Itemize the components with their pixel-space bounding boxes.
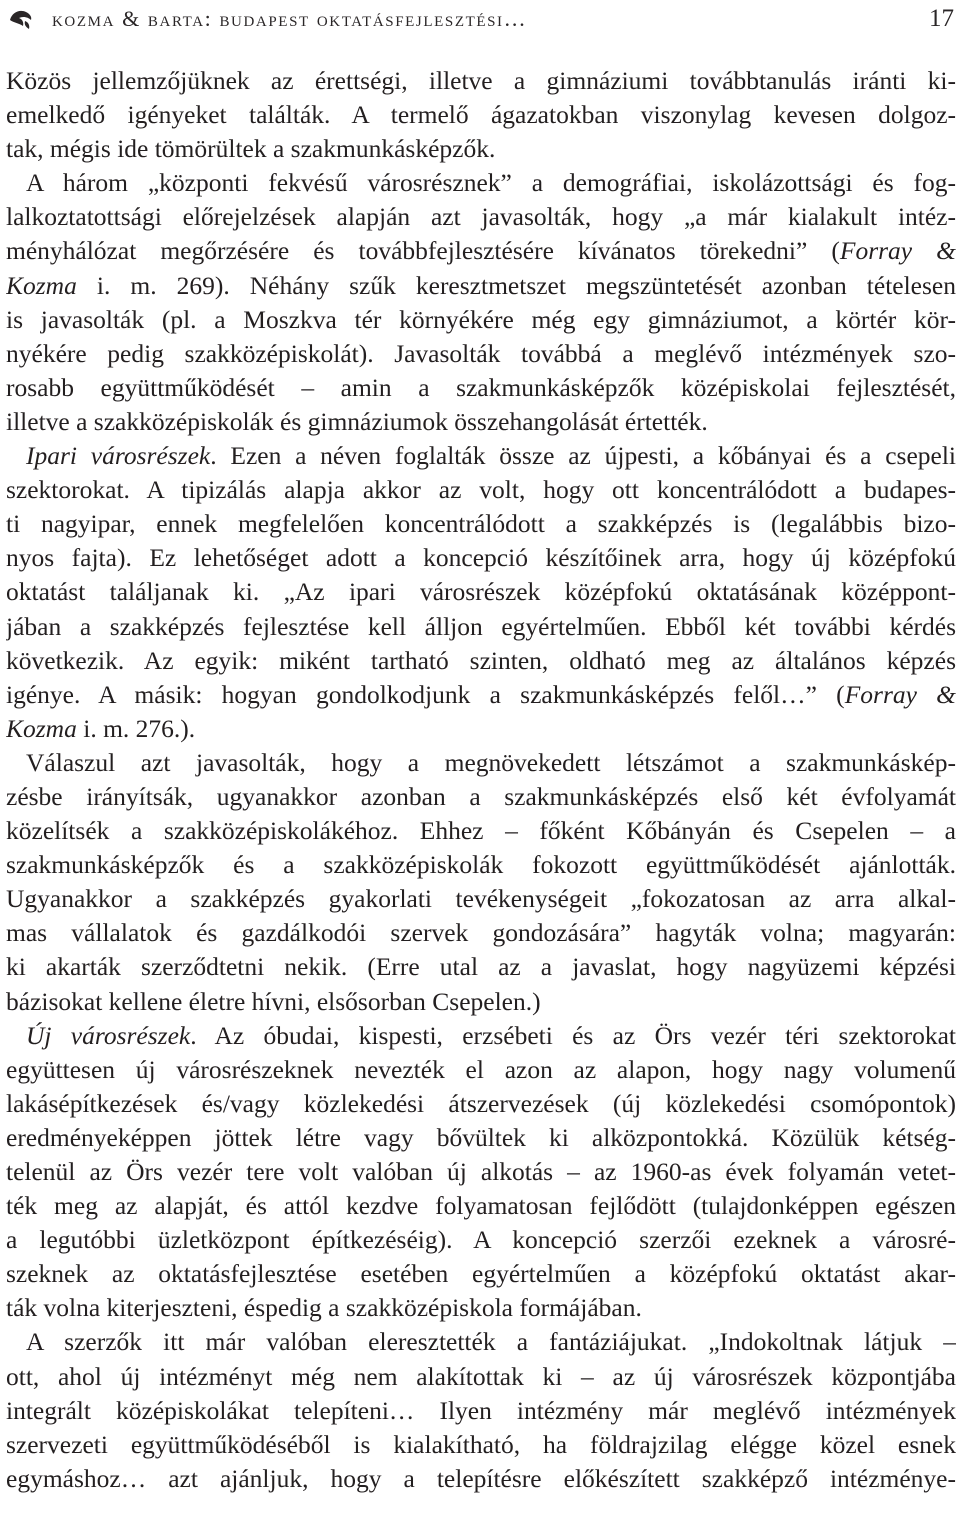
text-line (6, 610, 956, 644)
text-segment: Közös jellemzőjüknek az érettségi, illetve a gimnáziumi továbbtanulás iránti ki- (6, 66, 956, 95)
text-segment: nyékére pedig szakközépiskolát). Javasolták továbbá a meglévő intézmények szo- (6, 338, 956, 368)
text-segment: Válaszul azt javasolták, hogy a megnövekedett létszámot a szakmunkáskép- (26, 747, 956, 777)
text-segment: szakmunkásképzők és a szakközépiskolák fokozott együttműködését ajánlották. (6, 850, 956, 880)
text-segment: egymáshoz… azt ajánljuk, hogy a telepítésre előkészített szakképző intézménye- (6, 1463, 956, 1493)
text-line (6, 1223, 956, 1257)
text-line (6, 575, 956, 609)
italic-segment: Forray & (844, 679, 956, 709)
text-segment: emelkedő igényeket találták. A termelő ágazatokban viszonylag kevesen dolgoz- (6, 100, 956, 130)
text-segment: eredményeképpen jöttek létre vagy bővültek ki alközpontokká. Közülük kétség- (6, 1122, 956, 1152)
text-line (6, 64, 956, 98)
text-line (6, 473, 956, 507)
text-segment: Ugyanakkor a szakképzés gyakorlati tevékenységeit „fokozatosan az arra alkal- (6, 884, 956, 914)
text-segment: is javasolták (pl. a Moszkva tér környékére még egy gimnáziumot, a körtér kör- (6, 304, 956, 334)
text-segment: együttesen új városrészeknek nevezték el azon az alapon, hogy nagy volumenű (6, 1054, 956, 1084)
running-head-title: kozma & barta: budapest oktatásfejlesztési… (52, 6, 528, 31)
text-line (6, 1394, 956, 1428)
text-segment: következik. Az egyik: miként tartható szinten, oldható meg az általános képzés (6, 645, 956, 675)
text-segment: zésbe irányítsák, ugyanakkor azonban a szakmunkásképzés első két évfolyamát (6, 781, 956, 811)
text-line (6, 166, 956, 200)
text-line (6, 371, 956, 405)
text-line (6, 98, 956, 132)
text-line (6, 132, 956, 166)
text-line (6, 1462, 956, 1496)
text-line (6, 746, 956, 780)
text-segment: integrált középiskolákat telepíteni… Ilyen intézmény már meglévő intézmények (6, 1395, 956, 1425)
text-line (6, 1257, 956, 1291)
italic-segment: Forray & (839, 236, 956, 266)
text-segment: oktatást találjanak ki. „Az ipari városrészek középfokú oktatásának középpont- (6, 577, 956, 607)
text-line (6, 234, 956, 268)
text-segment: ki akarták szerződtetni nekik. (Erre utal az a javaslat, hogy nagyüzemi képzési (6, 952, 956, 982)
text-line (6, 405, 956, 439)
text-segment: lakásépítkezések és/vagy közlekedési átszervezések (új közlekedési csomópontok) (6, 1088, 956, 1118)
running-head (8, 4, 954, 34)
italic-segment: Ipari városrészek (26, 441, 211, 471)
text-line (6, 916, 956, 950)
text-segment: jában a szakképzés fejlesztése kell álljon egyértelműen. Ebből két további kérdés (6, 611, 956, 641)
text-segment: . Ezen a néven foglalták össze az újpesti, a kőbányai és a csepeli (210, 441, 956, 471)
italic-segment: Kozma (6, 270, 77, 300)
text-segment: rosabb együttműködését – amin a szakmunkásképzők középiskolai fejlesztését, (6, 372, 956, 402)
text-line (6, 644, 956, 678)
body-text (6, 64, 956, 1496)
text-segment: közelítsék a szakközépiskolákéhoz. Ehhez – főként Kőbányán és Csepelen – a (6, 816, 956, 846)
text-line (6, 882, 956, 916)
text-line (6, 1291, 956, 1325)
text-line (6, 303, 956, 337)
text-segment: i. m. 276.). (76, 713, 196, 743)
text-segment: A három „központi fekvésű városrésznek” a demográfiai, iskolázottsági és fog- (26, 168, 956, 198)
text-segment: ményhálózat megőrzésére és továbbfejlesztésére kívánatos törekedni” ( (6, 236, 840, 266)
text-segment: ott, ahol új intézményt még nem alakítottak ki – az új városrészek központjába (6, 1361, 956, 1391)
text-line (6, 507, 956, 541)
text-segment: bázisokat kellene életre hívni, elsősorban Csepelen.) (6, 986, 541, 1016)
text-segment: ták volna kiterjeszteni, éspedig a szakközépiskola formájában. (6, 1293, 642, 1323)
text-segment: a legutóbbi üzletközpont építkezéséig). A koncepció szerzői ezeknek a városré- (6, 1225, 956, 1255)
text-line (6, 439, 956, 473)
text-line (6, 1155, 956, 1189)
text-line (6, 985, 956, 1019)
text-segment: szektorokat. A tipizálás alapja akkor az volt, hogy ott koncentrálódott a budapes- (6, 475, 956, 505)
text-segment: igénye. A másik: hogyan gondolkodjunk a szakmunkásképzés felől…” ( (6, 679, 845, 709)
text-line (6, 1087, 956, 1121)
text-segment: illetve a szakközépiskolák és gimnáziumok összehangolását értették. (6, 406, 708, 436)
text-segment: . Az óbudai, kispesti, erzsébeti és az Örs vezér téri szektorokat (190, 1020, 956, 1050)
italic-segment: Kozma (6, 713, 77, 743)
text-segment: szeknek az oktatásfejlesztése esetében egyértelműen a középfokú oktatást akar- (6, 1259, 956, 1289)
text-segment: szervezeti együttműködéséből is kialakítható, ha földrajzilag elégge közel esnek (6, 1429, 956, 1459)
text-line (6, 848, 956, 882)
text-segment: nyos fajta). Ez lehetőséget adott a koncepció készítőinek arra, hogy új középfokú (6, 543, 956, 573)
text-line (6, 814, 956, 848)
fleuron-icon (8, 8, 34, 30)
text-line (6, 541, 956, 575)
text-segment: A szerzők itt már valóban eleresztették a fantáziájukat. „Indokoltnak látjuk – (26, 1327, 956, 1357)
text-line (6, 1189, 956, 1223)
text-line (6, 337, 956, 371)
text-line (6, 1428, 956, 1462)
text-segment: mas vállalatok és gazdálkodói szervek gondozására” hagyták volna; magyarán: (6, 918, 956, 948)
text-line (6, 1121, 956, 1155)
page-number: 17 (929, 5, 954, 32)
text-line (6, 200, 956, 234)
text-line (6, 269, 956, 303)
text-segment: i. m. 269). Néhány szűk keresztmetszet megszüntetését azonban tételesen (76, 270, 956, 300)
text-segment: tak, mégis ide tömörültek a szakmunkásképzők. (6, 134, 496, 164)
text-line (6, 780, 956, 814)
text-line (6, 1053, 956, 1087)
text-segment: lalkoztatottsági előrejelzések alapján azt javasolták, hogy „a már kialakult intéz- (6, 202, 956, 232)
text-segment: ti nagyipar, ennek megfelelően koncentrálódott a szakképzés is (legalábbis bizo- (6, 509, 956, 539)
text-line (6, 1360, 956, 1394)
text-line (6, 1019, 956, 1053)
text-line (6, 678, 956, 712)
text-line (6, 712, 956, 746)
text-segment: ték meg az alapját, és attól kezdve folyamatosan fejlődött (tulajdonképpen egészen (6, 1191, 956, 1221)
italic-segment: Új városrészek (26, 1020, 191, 1050)
text-line (6, 950, 956, 984)
text-segment: telenül az Örs vezér tere volt valóban új alkotás – az 1960-as évek folyamán vetet- (6, 1157, 956, 1186)
text-line (6, 1325, 956, 1359)
